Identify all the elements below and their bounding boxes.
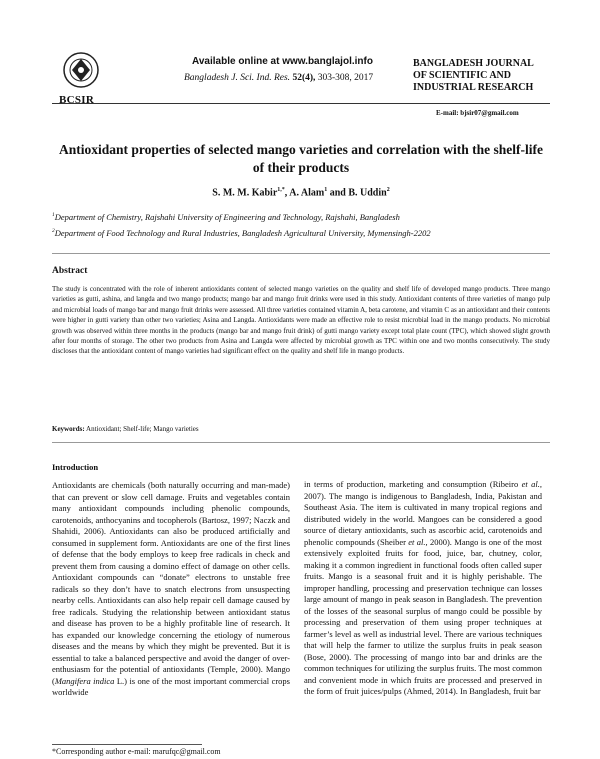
citation	[184, 73, 373, 83]
title-line: Antioxidant properties of selected mango varieties and correlation with the shelf-life	[59, 142, 543, 157]
abstract-heading: Abstract	[52, 266, 88, 276]
footnote-rule	[52, 744, 202, 745]
article-title	[52, 141, 550, 177]
et-al: et al.	[521, 479, 540, 489]
journal-name	[413, 58, 553, 94]
available-online[interactable]: Available online at www.banglajol.info	[192, 56, 373, 67]
author-sup: 1,*	[277, 187, 285, 193]
text-run: , 2000). Mango is one of the most extensively exploited fruits for food, juice, bar, chutney, color, making it a common ingredient in functional foods often called super fruits. Mango is a seasonal fruit and it is highly perishable. The improper handling, processing and preservation technique can losses large amount of mango in peak season in Bangladesh. The prevention of the losses of the seasonal surplus of mango could be possible by processing and preservation of them using proper techniques at farmer’s level as well as industrial level. There are various techniques that will help the farmer to utilize the surplus fruits in peak season (Bose, 2000). The processing of mango into bar and drinks are the common techniques for utilizing the surplus fruits. The most common and convenient mode in which fruits are processed and preserved in the form of fruit juices/pulps (Ahmed, 2014). In Bangladesh, fruit bar	[304, 536, 542, 696]
aff-sup: 1	[52, 212, 55, 219]
aff-text: Department of Food Technology and Rural Industries, Bangladesh Agricultural University, Mymensingh-2202	[54, 228, 431, 238]
abstract-top-rule	[52, 253, 550, 254]
author-sup: 2	[386, 187, 390, 193]
aff-text: Department of Chemistry, Rajshahi University of Engineering and Technology, Rajshahi, Bangladesh	[54, 212, 400, 222]
journal-name-line: INDUSTRIAL RESEARCH	[413, 82, 534, 93]
introduction-heading: Introduction	[52, 462, 99, 472]
abstract-text: The study is concentrated with the role of inherent antioxidants content of selected mango varieties on the quality and shelf life of developed mango products. Three mango varieties as gutti, ashina, and langda and two mango products; mango bar and mango fruit drinks were used in this study. Antioxidant contents of three varieties of mango pulp and microbial loads of mango bar and mango fruit drinks were assessed. All three varieties contained vitamin A, beta carotene, and vitamin C as an antioxidant and their contents were higher in gutti variety than other two varieties; Asina and Langda. Antioxidants were made an effective role to resist microbial load in the mango products. No microbial growth was observed within three months in the products (mango bar and mango fruit drink) of gutti mango variety except total plate count (TPC), which showed slight growth after four months of storage. The other two products from Asina and Langda were affected by microbial growth as TPC within one and two months consecutively. The study discloses that the antioxidant content of mango varieties had significant effect on the quality and shelf life in mango products.	[52, 285, 550, 356]
affiliation-1	[52, 212, 400, 222]
keywords	[52, 425, 199, 433]
authors	[52, 187, 550, 198]
citation-volume: 52(4),	[292, 73, 316, 83]
text-run: Antioxidants are chemicals (both naturally occurring and man-made) that can prevent or slow cell damage. Fruits and vegetables contain many antioxidant compounds including phenolic compounds, carotenoids, anthocyanins and tocopherols (Bartosz, 1997; Naczk and Shahidi, 2006). Antioxidants can also be produced artificially and consumed in supplement form. Antioxidants are one of the first lines of defense that the body employs to keep free radicals in check and prevent them from causing a domino effect of damage on other cells. Antioxidant compounds can “donate” electrons to unstable free radicals so they don’t have to snatch electrons from unsuspecting nearby cells. Antioxidants can also help repair cell damage caused by free radicals. Studying the relationship between antioxidant status and disease has proven to be a highly profitable line of research. It has expanded our knowledge concerning the etiology of numerous diseases and the means by which they might be prevented. But it is essential to take a balanced perspective and avoid the danger of over-enthusiasm for the potential of antioxidants (Temple, 2000). Mango (	[52, 480, 290, 686]
publisher-logo-label: BCSIR	[59, 94, 95, 106]
paragraph	[52, 480, 290, 699]
citation-pages: 303-308, 2017	[317, 73, 374, 83]
citation-journal: Bangladesh J. Sci. Ind. Res.	[184, 73, 291, 83]
author-sup: 1	[324, 187, 328, 193]
aff-sup: 2	[52, 228, 55, 235]
text-run: , 2007). The mango is indigenous to Bangladesh, India, Pakistan and Southeast Asia. The item is cultivated in many tropical regions and distributed widely in the world. Mangoes can be considered a good source of dietary antioxidants, such as ascorbic acid, carotenoids and phenolic compounds (Sheiber	[304, 479, 542, 547]
header-divider	[52, 103, 550, 104]
author-name: S. M. M. Kabir	[212, 187, 278, 199]
keywords-list: Antioxidant; Shelf-life; Mango varieties	[84, 425, 199, 433]
right-column	[304, 479, 542, 698]
abstract-bottom-rule	[52, 442, 550, 443]
text-run: in terms of production, marketing and consumption (Ribeiro	[304, 479, 522, 489]
journal-header	[52, 50, 552, 130]
corresponding-author-footnote: *Corresponding author e-mail: marufqc@gmail.com	[52, 747, 221, 756]
journal-email[interactable]: E-mail: bjsir07@gmail.com	[436, 109, 519, 117]
affiliation-2	[52, 228, 431, 238]
author-name: , A. Alam	[284, 187, 325, 199]
title-line: of their products	[252, 160, 350, 175]
journal-name-line: BANGLADESH JOURNAL	[413, 58, 534, 69]
author-name: and B. Uddin	[327, 187, 387, 199]
left-column	[52, 480, 290, 699]
species-name: Mangifera indica	[54, 675, 115, 686]
journal-name-line: OF SCIENTIFIC AND	[413, 70, 511, 81]
et-al: et al.	[408, 536, 426, 547]
paragraph	[304, 479, 542, 698]
text-run: L.) is one of the most important commercial crops worldwide	[52, 675, 290, 697]
keywords-label: Keywords:	[52, 425, 85, 433]
